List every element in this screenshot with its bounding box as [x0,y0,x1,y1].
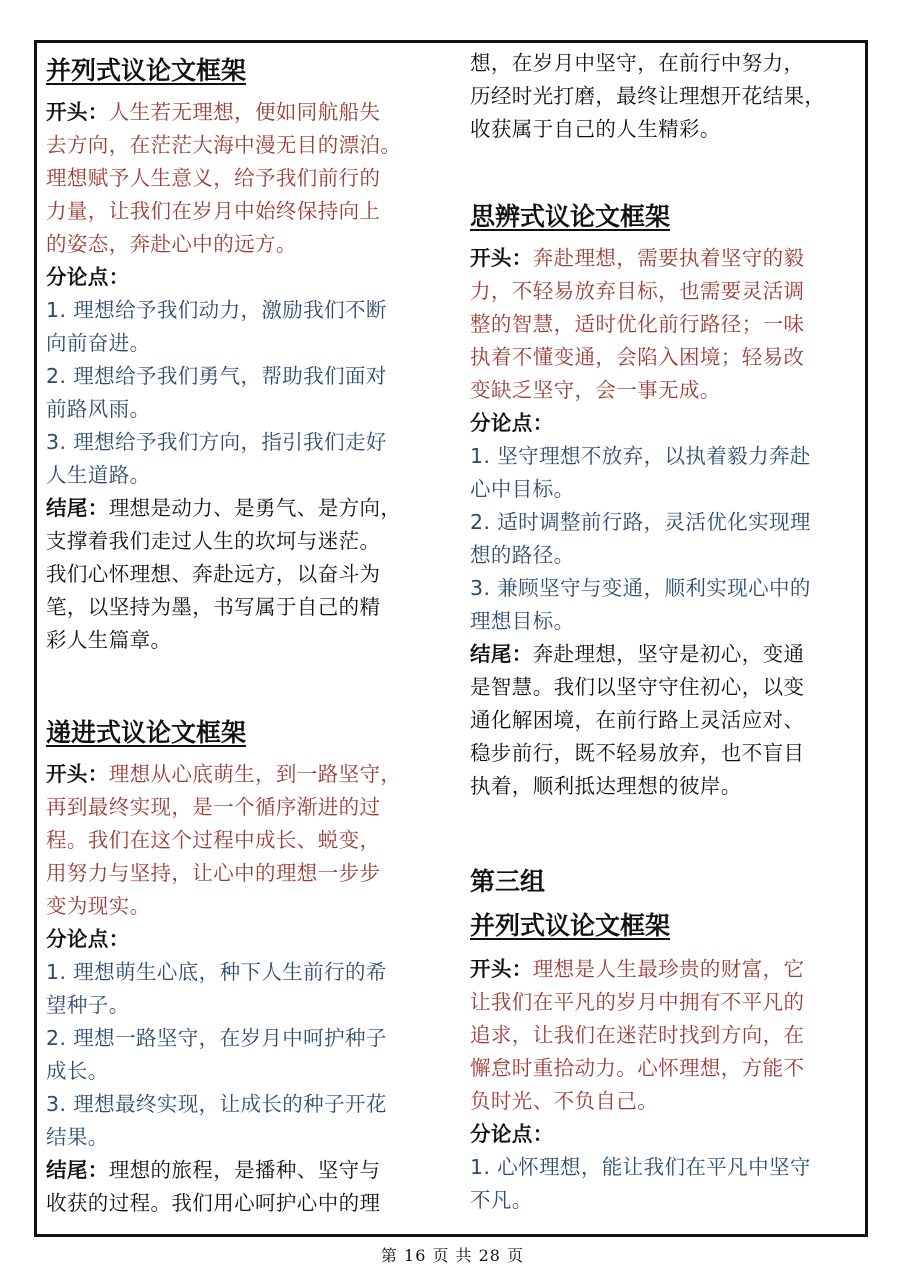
points-label: 分论点： [46,927,130,951]
ending-line: 收获的过程。我们用心呵护心中的理 [46,1191,381,1215]
point-2-line: 2. 理想给予我们勇气，帮助我们面对 [46,364,387,388]
ending-line: 理想的旅程，是播种、坚守与 [108,1158,381,1182]
point-3-line: 3. 理想给予我们方向，指引我们走好 [46,430,387,454]
opening-line: 再到最终实现，是一个循序渐进的过 [46,795,381,819]
page-number-footer: 第 16 页 共 28 页 [380,1246,525,1265]
point-2-line: 2. 理想一路坚守，在岁月中呵护种子 [46,1026,387,1050]
section-title-parallel-1: 并列式议论文框架 [46,56,247,85]
point-1-line: 心中目标。 [470,477,575,501]
opening-line: 奔赴理想，需要执着坚守的毅 [532,246,805,270]
opening-line: 变为现实。 [46,894,151,918]
opening-line: 让我们在平凡的岁月中拥有不平凡的 [470,990,805,1014]
opening-paragraph-3 [470,242,862,803]
point-1-line: 1. 理想萌生心底，种下人生前行的希 [46,960,387,984]
point-2-line: 前路风雨。 [46,397,151,421]
point-2-line: 成长。 [46,1059,109,1083]
opening-paragraph-1 [46,96,442,657]
opening-line: 去方向，在茫茫大海中漫无目的漂泊。 [46,133,402,157]
point-3-line: 3. 理想最终实现，让成长的种子开花 [46,1092,387,1116]
ending-line: 收获属于自己的人生精彩。 [470,117,721,141]
group-title: 第三组 [470,867,546,896]
opening-line: 懈怠时重拾动力。心怀理想，方能不 [470,1056,805,1080]
point-1-line: 1. 理想给予我们动力，激励我们不断 [46,298,387,322]
ending-label: 结尾： [470,642,533,666]
ending-line: 笔，以坚持为墨，书写属于自己的精 [46,595,381,619]
point-3-line: 人生道路。 [46,463,151,487]
opening-line: 执着不懂变通，会陷入困境；轻易改 [470,345,805,369]
ending-line: 是智慧。我们以坚守守住初心，以变 [470,675,805,699]
ending-line: 奔赴理想，坚守是初心，变通 [532,642,805,666]
opening-line: 理想赋予人生意义，给予我们前行的 [46,166,381,190]
point-1-line: 1. 坚守理想不放弃，以执着毅力奔赴 [470,444,811,468]
ending-line: 我们心怀理想、奔赴远方，以奋斗为 [46,562,381,586]
point-1-line: 1. 心怀理想，能让我们在平凡中坚守 [470,1155,811,1179]
point-3-line: 结果。 [46,1125,109,1149]
point-2-line: 2. 适时调整前行路，灵活优化实现理 [470,510,811,534]
section-title-dialectical: 思辨式议论文框架 [470,202,671,231]
opening-label: 开头： [46,762,109,786]
opening-line: 用努力与坚持，让心中的理想一步步 [46,861,381,885]
ending-line: 执着，顺利抵达理想的彼岸。 [470,774,742,798]
page-frame [34,40,868,1237]
opening-line: 人生若无理想，便如同航船失 [108,100,381,124]
opening-line: 的姿态，奔赴心中的远方。 [46,232,297,256]
ending-line: 想，在岁月中坚守，在前行中努力， [470,51,805,75]
opening-line: 追求，让我们在迷茫时找到方向，在 [470,1023,805,1047]
point-3-line: 理想目标。 [470,609,575,633]
points-label: 分论点： [46,265,130,289]
point-3-line: 3. 兼顾坚守与变通，顺利实现心中的 [470,576,811,600]
opening-line: 变缺乏坚守，会一事无成。 [470,378,721,402]
ending-line: 支撑着我们走过人生的坎坷与迷茫。 [46,529,381,553]
ending-label: 结尾： [46,496,109,520]
ending-line: 彩人生篇章。 [46,628,172,652]
opening-paragraph-2 [46,758,442,1220]
opening-label: 开头： [470,957,533,981]
opening-line: 理想是人生最珍贵的财富，它 [532,957,805,981]
opening-line: 理想从心底萌生，到一路坚守， [108,762,402,786]
ending-line: 历经时光打磨，最终让理想开花结果， [470,84,826,108]
section-title-progressive: 递进式议论文框架 [46,718,247,747]
point-2-line: 想的路径。 [470,543,575,567]
ending-line: 理想是动力、是勇气、是方向， [108,496,402,520]
opening-paragraph-4 [470,953,862,1217]
ending-line: 通化解困境，在前行路上灵活应对、 [470,708,805,732]
point-1-line: 不凡。 [470,1188,533,1212]
opening-label: 开头： [470,246,533,270]
opening-line: 力量，让我们在岁月中始终保持向上 [46,199,381,223]
point-1-line: 望种子。 [46,993,130,1017]
continued-ending [470,47,862,146]
section-title-parallel-3: 并列式议论文框架 [470,911,671,940]
ending-label: 结尾： [46,1158,109,1182]
opening-line: 整的智慧，适时优化前行路径；一味 [470,312,805,336]
point-1-line: 向前奋进。 [46,331,151,355]
ending-line: 稳步前行，既不轻易放弃，也不盲目 [470,741,805,765]
opening-label: 开头： [46,100,109,124]
opening-line: 程。我们在这个过程中成长、蜕变， [46,828,381,852]
opening-line: 负时光、不负自己。 [470,1089,659,1113]
opening-line: 力，不轻易放弃目标，也需要灵活调 [470,279,805,303]
points-label: 分论点： [470,1122,554,1146]
points-label: 分论点： [470,411,554,435]
